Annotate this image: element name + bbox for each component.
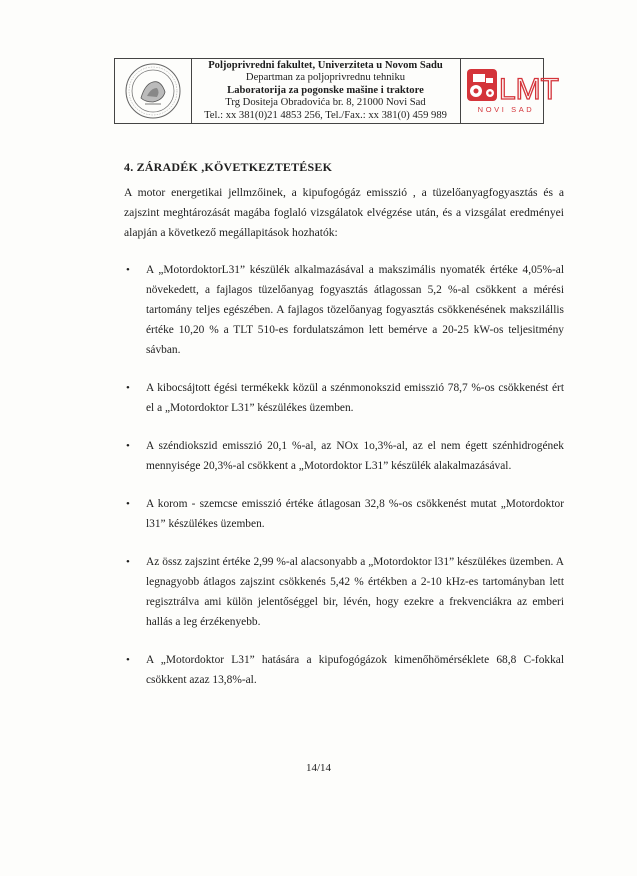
list-item-text: A széndiokszid emisszió 20,1 %-al, az NOx 1o,3%-al, az el nem égett szénhidrogének mennyisége 20,3%-al csökkent a „Motordoktor L31” készülék alakalmazásával. [146,440,564,472]
bullet-icon: • [126,440,130,452]
logo-subtitle: NOVI SAD [477,105,535,114]
list-item [124,260,564,360]
list-item-text: A „MotordoktorL31” készülék alkalmazásával a makszimális nyomaték értéke 4,05%-al növekedett, a fajlagos tüzelőanyag fogyasztás átlagossan 5,2 %-al csökkent a mérési tartomány teljes egészében. A fajlagos tözelőanyag fogyasztás csökkenésének makszilállis értéke 10,20 % a TLT 510-es fordulatszámon lett bemérve a 20-25 kW-os teljesitmény sávban. [146,264,564,356]
intro-paragraph: A motor energetikai jellmzőinek, a kipufogógáz emisszió , a tüzelőanyagfogyasztás és a zajszint meghtározását magába foglaló vizsgálatok elvégzése után, és a vizsgálat eredményei alapján a következő megállapitások hozhatók: [124,186,564,239]
bullet-icon: • [126,264,130,276]
list-item-text: A korom - szemcse emisszió értéke átlagosan 32,8 %-os csökkenést mutat „Motordoktor l31” készülékes üzemben. [146,498,564,530]
logo-lettering: LMT [499,73,559,106]
phone-fax: Tel.: xx 381(0)21 4853 256, Tel./Fax.: xx 381(0) 459 989 [204,109,447,121]
faculty-name: Poljoprivredni fakultet, Univerziteta u Novom Sadu [208,60,443,71]
bullet-icon: • [126,382,130,394]
list-item-text: Az össz zajszint értéke 2,99 %-al alacsonyabb a „Motordoktor l31” készülékes üzemben. A legnagyobb átlagos zajszint csökkenés 5,42 % értékben a 2-10 kHz-es tartományban lett regisztrálva ami külön jelentőséggel bir, lévén, hogy ezekre a frekvenciákra az emberi hallás a leg érzékenyebb. [146,556,564,628]
list-item-text: A „Motordoktor L31” hatására a kipufogógázok kimenőhömérséklete 68,8 C-fokkal csökkent azaz 13,8%-al. [146,654,564,686]
list-item [124,494,564,534]
list-item [124,436,564,476]
section-heading: 4. ZÁRADÉK ,KÖVETKEZTETÉSEK [124,160,333,174]
university-seal [115,59,192,123]
tractor-logo-icon [465,63,559,106]
address: Trg Dositeja Obradovića br. 8, 21000 Novi Sad [225,97,426,109]
laboratory-name: Laboratorija za pogonske mašine i traktore [227,84,424,96]
page-number: 14/14 [305,762,332,774]
conclusions-list [124,260,564,708]
list-item [124,650,564,690]
letterhead [114,58,559,124]
bullet-icon: • [126,498,130,510]
list-item [124,552,564,632]
institution-info [192,60,459,122]
department-name: Departman za poljoprivrednu tehniku [245,72,406,84]
list-item [124,378,564,418]
bullet-icon: • [126,654,130,666]
bullet-icon: • [126,556,130,568]
lmt-logo [460,59,559,123]
seal-emblem-icon [123,62,183,120]
list-item-text: A kibocsájtott égési termékekk közül a szénmonokszid emisszió 78,7 %-os csökkenést ért el a „Motordoktor L31” készülékes üzemben. [146,382,564,414]
